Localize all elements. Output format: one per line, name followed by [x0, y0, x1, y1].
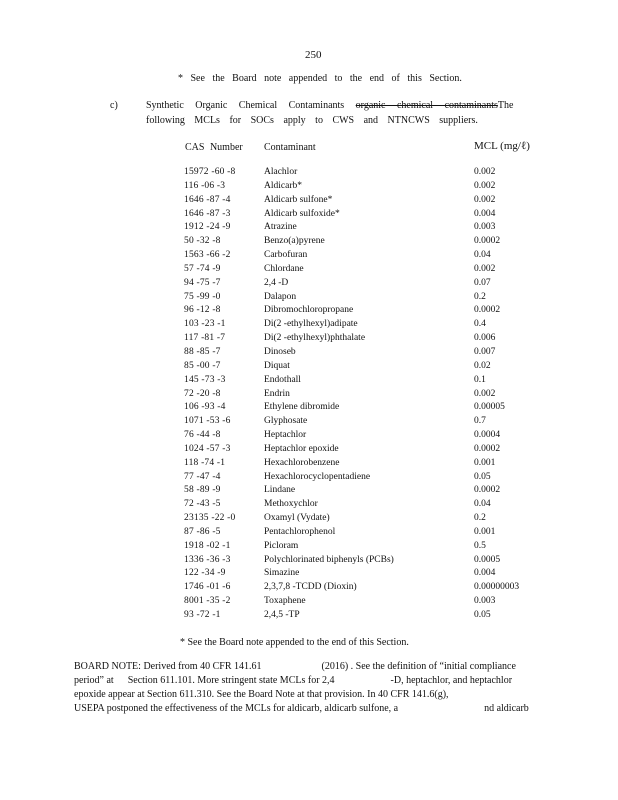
- mcl-value-cell: 0.2: [474, 291, 486, 302]
- mcl-value-cell: 0.0002: [474, 485, 501, 496]
- cas-number-cell: 118 -74 -1: [184, 457, 226, 468]
- cas-number-cell: 58 -89 -9: [184, 485, 221, 496]
- cas-number-cell: 145 -73 -3: [184, 374, 226, 385]
- mcl-value-cell: 0.002: [474, 263, 496, 274]
- mcl-value-cell: 0.4: [474, 319, 486, 330]
- mcl-value-cell: 0.1: [474, 374, 486, 385]
- cas-number-cell: 1024 -57 -3: [184, 443, 231, 454]
- subsection-heading-line1: [146, 100, 513, 111]
- mcl-value-cell: 0.007: [474, 346, 496, 357]
- contaminant-cell: Heptachlor epoxide: [264, 443, 339, 454]
- contaminant-cell: Ethylene dibromide: [264, 402, 340, 413]
- board-note-line-2: [74, 675, 512, 686]
- board-note-line-2b: Section 611.101. More stringent state MCLs for 2,4: [127, 675, 335, 686]
- mcl-value-cell: 0.002: [474, 180, 496, 191]
- table-row: [0, 458, 618, 472]
- cas-number-cell: 106 -93 -4: [184, 402, 226, 413]
- contaminant-cell: Endothall: [264, 374, 301, 385]
- board-note-line-1a: BOARD NOTE: Derived from 40 CFR 141.61: [74, 661, 262, 672]
- contaminant-cell: Chlordane: [264, 263, 304, 274]
- mcl-value-cell: 0.004: [474, 568, 496, 579]
- contaminant-cell: Diquat: [264, 360, 290, 371]
- contaminant-cell: Di(2 -ethylhexyl)adipate: [264, 319, 358, 330]
- mcl-value-cell: 0.00005: [474, 402, 505, 413]
- table-row: [0, 568, 618, 582]
- page-number: 250: [305, 49, 322, 61]
- table-row: [0, 181, 618, 195]
- mcl-value-cell: 0.7: [474, 416, 486, 427]
- board-note-line-1: [74, 661, 516, 672]
- contaminant-cell: Aldicarb sulfone*: [264, 194, 333, 205]
- table-row: [0, 541, 618, 555]
- contaminant-cell: Di(2 -ethylhexyl)phthalate: [264, 333, 366, 344]
- mcl-value-cell: 0.0004: [474, 430, 501, 441]
- cas-number-cell: 96 -12 -8: [184, 305, 221, 316]
- cas-number-cell: 1912 -24 -9: [184, 222, 231, 233]
- table-row: [0, 499, 618, 513]
- mcl-value-cell: 0.05: [474, 471, 491, 482]
- cas-number-cell: 1071 -53 -6: [184, 416, 231, 427]
- contaminant-cell: Oxamyl (Vydate): [264, 513, 330, 524]
- cas-number-cell: 15972 -60 -8: [184, 167, 236, 177]
- cas-number-cell: 1563 -66 -2: [184, 250, 231, 261]
- contaminant-cell: Heptachlor: [264, 430, 307, 441]
- table-row: [0, 222, 618, 236]
- cas-number-cell: 23135 -22 -0: [184, 513, 236, 524]
- table-row: [0, 361, 618, 375]
- mcl-value-cell: 0.001: [474, 457, 496, 468]
- contaminant-cell: 2,3,7,8 -TCDD (Dioxin): [264, 582, 357, 593]
- contaminant-cell: Polychlorinated biphenyls (PCBs): [264, 554, 394, 565]
- table-row: [0, 167, 618, 181]
- contaminant-cell: Pentachlorophenol: [264, 526, 336, 537]
- cas-number-cell: 72 -43 -5: [184, 499, 221, 510]
- table-row: [0, 527, 618, 541]
- cas-number-cell: 8001 -35 -2: [184, 596, 231, 607]
- contaminant-cell: Alachlor: [264, 167, 298, 177]
- cas-number-cell: 72 -20 -8: [184, 388, 221, 399]
- subsection-heading-prefix: Synthetic Organic Chemical Contaminants: [146, 100, 345, 111]
- contaminant-cell: Dinoseb: [264, 346, 296, 357]
- cas-number-cell: 76 -44 -8: [184, 430, 221, 441]
- cas-number-cell: 1746 -01 -6: [184, 582, 231, 593]
- table-row: [0, 264, 618, 278]
- mcl-value-cell: 0.002: [474, 388, 496, 399]
- contaminant-cell: Lindane: [264, 485, 296, 496]
- cas-number-cell: 116 -06 -3: [184, 180, 226, 191]
- contaminant-cell: Picloram: [264, 540, 299, 551]
- board-note-line-2a: period” at: [74, 675, 114, 686]
- mcl-value-cell: 0.0002: [474, 305, 501, 316]
- cas-number-cell: 1336 -36 -3: [184, 554, 231, 565]
- table-row: [0, 347, 618, 361]
- contaminant-cell: 2,4,5 -TP: [264, 610, 300, 620]
- table-row: [0, 333, 618, 347]
- table-row: [0, 209, 618, 223]
- mcl-value-cell: 0.05: [474, 610, 491, 620]
- contaminant-cell: Atrazine: [264, 222, 297, 233]
- column-header-contaminant: Contaminant: [264, 142, 316, 153]
- cas-number-cell: 122 -34 -9: [184, 568, 226, 579]
- table-row: [0, 402, 618, 416]
- cas-number-cell: 87 -86 -5: [184, 526, 221, 537]
- board-note-line-4b: nd aldicarb: [484, 703, 529, 714]
- cas-number-cell: 75 -99 -0: [184, 291, 221, 302]
- table-row: [0, 416, 618, 430]
- mcl-value-cell: 0.00000003: [474, 582, 520, 593]
- table-row: [0, 250, 618, 264]
- contaminant-cell: Aldicarb*: [264, 180, 302, 191]
- cas-number-cell: 103 -23 -1: [184, 319, 226, 330]
- contaminant-cell: Carbofuran: [264, 250, 308, 261]
- cas-number-cell: 88 -85 -7: [184, 346, 221, 357]
- cas-number-cell: 77 -47 -4: [184, 471, 221, 482]
- cas-number-cell: 57 -74 -9: [184, 263, 221, 274]
- top-board-note-reference: * See the Board note appended to the end of this Section.: [178, 73, 462, 84]
- bottom-board-note-reference: * See the Board note appended to the end of this Section.: [180, 637, 409, 648]
- table-row: [0, 430, 618, 444]
- board-note-line-4a: USEPA postponed the effectiveness of the MCLs for aldicarb, aldicarb sulfone, a: [74, 703, 399, 714]
- cas-number-cell: 93 -72 -1: [184, 610, 221, 620]
- table-row: [0, 444, 618, 458]
- mcl-value-cell: 0.5: [474, 540, 486, 551]
- mcl-value-cell: 0.006: [474, 333, 496, 344]
- cas-number-cell: 94 -75 -7: [184, 277, 221, 288]
- table-row: [0, 389, 618, 403]
- table-row: [0, 472, 618, 486]
- mcl-value-cell: 0.001: [474, 526, 496, 537]
- mcl-value-cell: 0.0002: [474, 443, 501, 454]
- contaminant-cell: Hexachlorocyclopentadiene: [264, 471, 371, 482]
- mcl-value-cell: 0.2: [474, 513, 486, 524]
- board-note-line-2c: -D, heptachlor, and heptachlor: [390, 675, 513, 686]
- cas-number-cell: 1918 -02 -1: [184, 540, 231, 551]
- mcl-value-cell: 0.002: [474, 194, 496, 205]
- table-row: [0, 485, 618, 499]
- contaminant-cell: Toxaphene: [264, 596, 306, 607]
- contaminant-cell: Glyphosate: [264, 416, 308, 427]
- contaminant-table: [0, 167, 618, 624]
- table-row: [0, 596, 618, 610]
- contaminant-cell: Methoxychlor: [264, 499, 318, 510]
- table-row: [0, 610, 618, 624]
- board-note-line-1b: (2016) . See the definition of “initial compliance: [321, 661, 516, 672]
- board-note-line-3: epoxide appear at Section 611.310. See the Board Note at that provision. In 40 CFR 141.6(g),: [74, 689, 449, 700]
- struck-text: organic chemical contaminants: [355, 100, 498, 111]
- mcl-value-cell: 0.003: [474, 596, 496, 607]
- cas-number-cell: 85 -00 -7: [184, 360, 221, 371]
- mcl-value-cell: 0.07: [474, 277, 491, 288]
- mcl-value-cell: 0.0005: [474, 554, 501, 565]
- column-header-cas-number: CAS Number: [185, 142, 243, 153]
- cas-number-cell: 1646 -87 -3: [184, 208, 231, 219]
- mcl-value-cell: 0.02: [474, 360, 491, 371]
- subsection-heading-line2: following MCLs for SOCs apply to CWS and NTNCWS suppliers.: [146, 115, 478, 126]
- table-row: [0, 278, 618, 292]
- table-row: [0, 236, 618, 250]
- contaminant-cell: Dibromochloropropane: [264, 305, 354, 316]
- board-note-line-4: [74, 703, 529, 714]
- mcl-value-cell: 0.0002: [474, 236, 501, 247]
- contaminant-cell: Hexachlorobenzene: [264, 457, 340, 468]
- subsection-heading-suffix: The: [497, 100, 514, 111]
- cas-number-cell: 117 -81 -7: [184, 333, 226, 344]
- table-row: [0, 305, 618, 319]
- table-row: [0, 319, 618, 333]
- contaminant-cell: Endrin: [264, 388, 290, 399]
- mcl-value-cell: 0.004: [474, 208, 496, 219]
- mcl-value-cell: 0.003: [474, 222, 496, 233]
- table-row: [0, 513, 618, 527]
- column-header-mcl: MCL (mg/ℓ): [474, 140, 530, 152]
- table-row: [0, 555, 618, 569]
- subsection-label: c): [110, 100, 118, 111]
- contaminant-cell: 2,4 -D: [264, 277, 289, 288]
- table-row: [0, 292, 618, 306]
- contaminant-cell: Benzo(a)pyrene: [264, 236, 325, 247]
- mcl-value-cell: 0.002: [474, 167, 496, 177]
- contaminant-cell: Aldicarb sulfoxide*: [264, 208, 340, 219]
- cas-number-cell: 1646 -87 -4: [184, 194, 231, 205]
- table-row: [0, 375, 618, 389]
- contaminant-cell: Dalapon: [264, 291, 297, 302]
- mcl-value-cell: 0.04: [474, 250, 491, 261]
- table-row: [0, 582, 618, 596]
- contaminant-cell: Simazine: [264, 568, 300, 579]
- mcl-value-cell: 0.04: [474, 499, 491, 510]
- table-row: [0, 195, 618, 209]
- cas-number-cell: 50 -32 -8: [184, 236, 221, 247]
